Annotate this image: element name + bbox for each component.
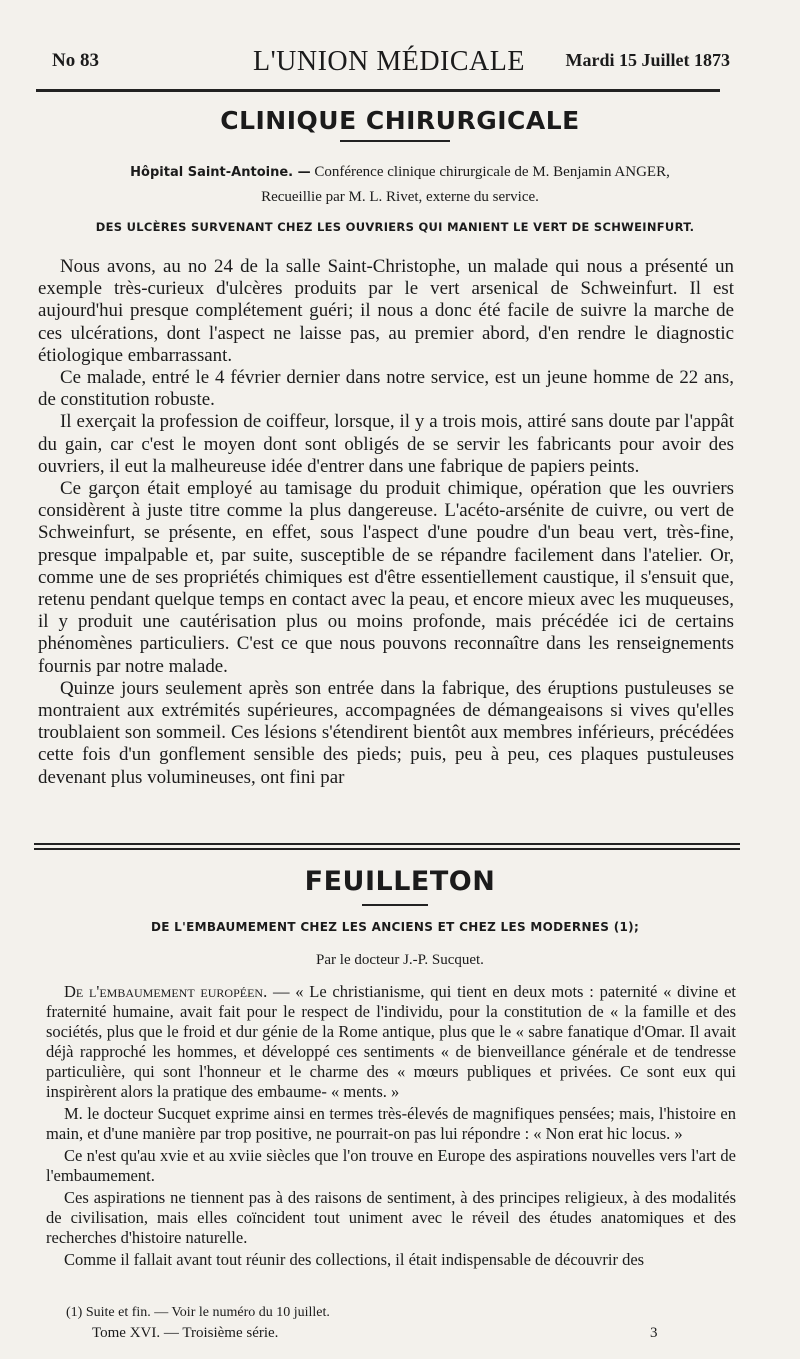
issue-date: Mardi 15 Juillet 1873 [565,50,730,70]
paragraph-text: — « Le christianisme, qui tient en deux mots : paternité « divine et fraternité humaine, avait fait pour le respect de l'individu, pour la constitution de « la famille et des sociétés, plus que le froid et dur génie de la Rome antique, plus que le « sabre fanatique d'Omar. Il avait déjà rapproché les hommes, et développé ces sentiments « de bienveillance générale et de tendresse particulière, qui sont l'honneur et le charme des « mœurs publiques et privées. Ce sont eux qui inspirèrent alors la pratique des embaume- « ments. » [46,982,736,1101]
hospital-name: Hôpital Saint-Antoine. — [130,165,311,180]
section-title-feuilleton: FEUILLETON [304,866,496,897]
lead-smallcaps: De l'embaumement européen. [64,982,268,1001]
paragraph: Il exerçait la profession de coiffeur, lorsque, il y a trois mois, attiré sans doute par l'appât du gain, car c'est le moyen dont sont obligés de se servir les fabricants pour avoir des ouvriers, il eut la malheureuse idée d'entrer dans une fabrique de papiers peints. [38,411,734,477]
paragraph: Nous avons, au no 24 de la salle Saint-Christophe, un malade qui nous a présenté un exemple très-curieux d'ulcères produits par le vert arsenical de Schweinfurt. Il est aujourd'hui presque complétement guéri; il nous a donc été facile de suivre la marche de ces ulcérations, dont l'aspect ne laisse pas, au premier abord, d'en rendre le diagnostic étiologique embarrassant. [38,256,734,366]
paragraph: Ce n'est qu'au xvie et au xviie siècles que l'on trouve en Europe des aspirations nouvelles vers l'art de l'embaumement. [46,1146,736,1185]
recorded-by: Recueillie par M. L. Rivet, externe du service. [261,189,539,205]
clinique-body [38,256,734,789]
page-number: 3 [650,1325,658,1341]
tome-line: Tome XVI. — Troisième série. [92,1325,279,1341]
conference-text: Conférence clinique chirurgicale de M. Benjamin ANGER, [310,164,670,180]
paragraph: Ces aspirations ne tiennent pas à des raisons de sentiment, à des principes religieux, à des modalités de civilisation, mais elles coïncident tout uniment avec le réveil des études anatomiques et des recherches d'histoire naturelle. [46,1188,736,1247]
section-title-clinique: CLINIQUE CHIRURGICALE [220,106,580,135]
paragraph [46,982,736,1102]
article-title-feuilleton: DE L'EMBAUMEMENT CHEZ LES ANCIENS ET CHEZ LES MODERNES (1); [150,920,640,934]
article-title-clinique: DES ULCÈRES SURVENANT CHEZ LES OUVRIERS QUI MANIENT LE VERT DE SCHWEINFURT. [95,220,695,234]
paragraph: Comme il fallait avant tout réunir des collections, il était indispensable de découvrir des [64,1250,645,1269]
journal-title: L'UNION MÉDICALE [252,46,525,77]
masthead-rule [36,89,720,92]
feuilleton-author: Par le docteur J.-P. Sucquet. [316,952,484,968]
issue-number: No 83 [52,50,99,71]
masthead [48,46,730,82]
paragraph: Ce malade, entré le 4 février dernier dans notre service, est un jeune homme de 22 ans, de constitution robuste. [38,367,734,411]
paragraph: Ce garçon était employé au tamisage du produit chimique, opération que les ouvriers considèrent à juste titre comme la plus dangereuse. L'acéto-arsénite de cuivre, ou vert de Schweinfurt, se présente, en effet, sous l'aspect d'une poudre d'un beau vert, très-fine, presque impalpable et, par suite, susceptible de se répandre facilement dans l'atelier. Or, comme une de ses propriétés chimiques est d'être essentiellement caustique, il s'ensuit que, retenu pendant quelque temps en contact avec la peau, et encore mieux avec les muqueuses, il y produit une cautérisation plus ou moins profonde, mais précédée ici de certains phénomènes particuliers. C'est ce que nous pouvons reconnaître dans les renseignements fournis par notre malade. [38,478,734,677]
section-divider [34,843,740,850]
conference-line [30,162,770,183]
section-title-underline [340,140,450,142]
feuilleton-body [46,982,736,1272]
footnote: (1) Suite et fin. — Voir le numéro du 10 juillet. [66,1305,330,1320]
feuilleton-underline [362,904,428,906]
paragraph: M. le docteur Sucquet exprime ainsi en termes très-élevés de magnifiques pensées; mais, l'histoire en main, et d'une manière par trop positive, ne pourrait-on pas lui répondre : « Non erat hic locus. » [46,1104,736,1143]
paragraph: Quinze jours seulement après son entrée dans la fabrique, des éruptions pustuleuses se montraient aux extrémités supérieures, accompagnées de démangeaisons si vives qu'elles troublaient son sommeil. Ces lésions s'étendirent bientôt aux membres inférieurs, précédées cette fois d'un gonflement sensible des pieds; puis, peu à peu, ces plaques pustuleuses devenant plus volumineuses, ont fini par [38,677,734,788]
